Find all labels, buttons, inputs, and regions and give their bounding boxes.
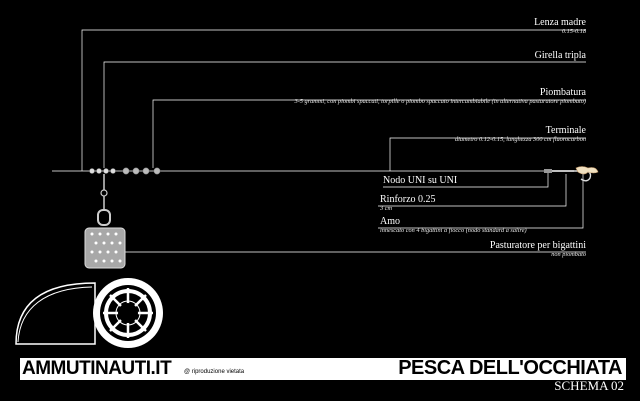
schema-number: SCHEMA 02 — [554, 378, 624, 393]
label-pasturatore — [490, 240, 586, 258]
lenza-madre-sub: 0.15-0.18 — [561, 28, 586, 35]
pasturatore-sub: non piombato — [551, 251, 586, 258]
label-nodo — [383, 175, 457, 186]
feeder-icon — [85, 196, 125, 268]
lenza-madre-title: Lenza madre — [534, 17, 586, 28]
terminale-sub: diametro 0.12-0.15, lunghezza 300 cm fluorocarbon — [454, 136, 586, 143]
pasturatore-title: Pasturatore per bigattini — [489, 240, 586, 251]
label-lenza-madre — [534, 17, 586, 35]
logo-icon — [16, 278, 163, 348]
hook-icon — [544, 167, 598, 181]
label-piombatura — [295, 87, 586, 105]
label-girella — [535, 50, 586, 61]
label-rinforzo — [380, 194, 436, 212]
rinforzo-title: Rinforzo 0.25 — [380, 194, 436, 205]
amo-title: Amo — [380, 216, 400, 227]
brand-name: AMMUTINAUTI.IT — [22, 358, 172, 379]
nodo-title: Nodo UNI su UNI — [383, 175, 458, 186]
piombatura-title: Piombatura — [539, 87, 586, 98]
piombatura-sub: 3-5 grammi, con piombi spaccati, torpille o piombo spaccato intercambiabile (in alternativa pasturatore piombato) — [294, 98, 586, 105]
page-title: PESCA DELL'OCCHIATA — [398, 357, 622, 379]
swivel-icon — [90, 169, 116, 197]
copyright-note: @ riproduzione vietata — [184, 369, 245, 375]
amo-sub: innescato con 4 bigattini a fiocco (nodo standard a salire) — [380, 227, 527, 234]
girella-title: Girella tripla — [534, 50, 586, 61]
leader-girella — [104, 62, 586, 168]
rinforzo-sub: 3 cm — [380, 205, 393, 212]
label-terminale — [455, 125, 586, 143]
terminale-title: Terminale — [545, 125, 586, 136]
label-amo — [380, 216, 527, 234]
